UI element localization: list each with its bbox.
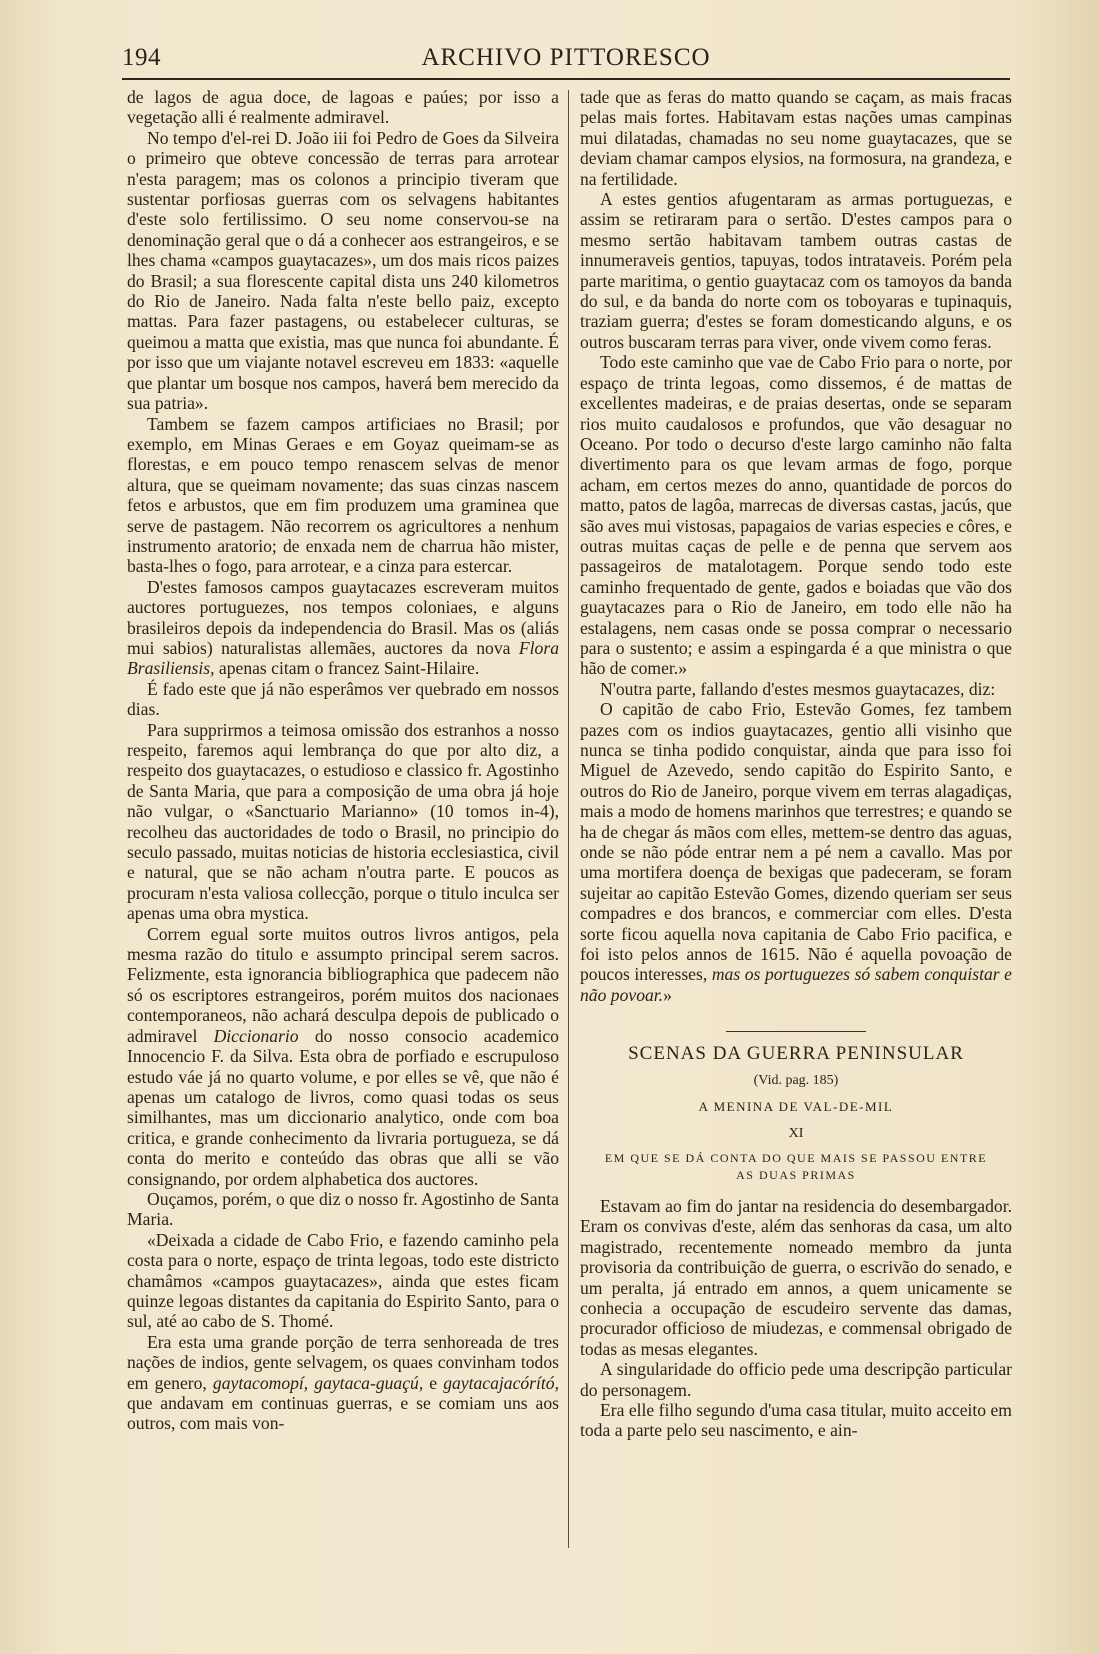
italic-title: Diccionario xyxy=(213,1025,299,1046)
paragraph: Era elle filho segundo d'uma casa titular, muito acceito em toda a parte pelo seu nascimento, e ain- xyxy=(580,1399,1012,1441)
text-run: do nosso consocio academico Innocencio F. da Silva. Esta obra de porfiado e escrupuloso estudo váe já no quarto volume, e por elles se vê, que não é apenas um catalogo de livros, como quasi todas os seus similhantes, mas um diccionario analytico, onde com boa critica, e grande conhecimento da livraria portugueza, se dá conta do merito e conteúdo das obras que alli se vão consignando, por ordem alphabetica dos auctores. xyxy=(127,1025,559,1189)
left-column xyxy=(127,87,559,1434)
header-rule xyxy=(122,78,1010,80)
italic-title: Flora Brasiliensis, xyxy=(127,637,559,679)
paragraph: É fado este que já não esperâmos ver quebrado em nossos dias. xyxy=(127,678,559,720)
text-run: » xyxy=(663,984,672,1005)
paragraph: de lagos de agua doce, de lagoas e paúes; por isso a vegetação alli é realmente admiravel. xyxy=(127,87,559,128)
page-number: 194 xyxy=(122,44,161,71)
paragraph: Ouçamos, porém, o que diz o nosso fr. Agostinho de Santa Maria. xyxy=(127,1188,559,1230)
right-column xyxy=(580,87,1012,1441)
section-title: SCENAS DA GUERRA PENINSULAR xyxy=(628,1043,964,1065)
text-run: O capitão de cabo Frio, Estevão Gomes, fez tambem pazes com os indios guaytacazes, gentio alli visinho que nunca se tinha podido conquistar, ainda que para isso foi Miguel de Azevedo, sendo capitão do Espirito Santo, e outros do Rio de Janeiro, porque vivem em terras alagadiças, mais a modo de homens marinhos que terrestres; e quando se ha de chegar ás mãos com elles, mettem-se dentro das aguas, onde se não póde entrar nem a pé nem a cavallo. Mas por uma mortifera doença de bexigas que padeceram, se foram sujeitar ao capitão Estevão Gomes, dizendo queriam ser seus compadres e dos brancos, e commerciar com elles. D'esta sorte ficou aquella nova capitania de Cabo Frio pacifica, e foi isto pelos annos de 1615. Não é aquella povoação de poucos interesses, xyxy=(580,699,1012,985)
column-divider xyxy=(568,90,569,1548)
text-run: que andavam em continuas guerras, e se comiam uns aos outros, com mais von- xyxy=(127,1393,559,1434)
paragraph: tade que as feras do matto quando se caçam, as mais fracas pelas mais fortes. Habitavam estas nações umas campinas mui dilatadas, chamadas no seu nome guaytacazes, que se deviam chamar campos elysios, na formosura, na grandeza, e na fertilidade. xyxy=(580,87,1012,189)
text-run: e xyxy=(423,1372,444,1393)
chapter-caption: EM QUE SE DÁ CONTA DO QUE MAIS SE PASSOU ENTRE AS DUAS PRIMAS xyxy=(604,1150,988,1182)
paragraph: No tempo d'el-rei D. João iii foi Pedro de Goes da Silveira o primeiro que obteve concessão de terras para arrotear n'esta paragem; mas os colonos a principio tiveram que sustentar porfiosas guerras com os selvagens habitantes d'este solo fertilissimo. O seu nome conservou-se na denominação geral que o dá a conhecer aos estrangeiros, e se lhes chama «campos guaytacazes», um dos mais ricos paizes do Brasil; a sua florescente capital dista uns 240 kilometros do Rio de Janeiro. Nada falta n'este bello paiz, excepto mattas. Para fazer pastagens, ou estabelecer culturas, se queimou a matta que existia, mas que nunca foi abundante. É por isso que um viajante notavel escreveu em 1833: «aquelle que plantar um bosque nos campos, haverá bem merecido da sua patria». xyxy=(127,127,559,414)
paragraph: Para supprirmos a teimosa omissão dos estranhos a nosso respeito, faremos aqui lembrança do que por alto diz, a respeito dos guaytacazes, o estudioso e classico fr. Agostinho de Santa Maria, que para a composição de uma obra já hoje não vulgar, o «Sanctuario Marianno» (10 tomos in-4), recolheu das auctoridades de todo o Brasil, no principio do seculo passado, muitas noticias de historia ecclesiastica, civil e natural, que se não acham n'outra parte. E poucos as procuram n'esta valiosa collecção, porque o titulo inculca ser apenas uma obra mystica. xyxy=(127,719,559,924)
text-run: Correm egual sorte muitos outros livros antigos, pela mesma razão do titulo e assumpto principal serem sacros. Felizmente, esta ignorancia bibliographica que padecem não só os escriptores estrangeiros, porém muitos dos nacionaes contemporaneos, não achará desculpa depois de publicado o admiravel xyxy=(127,923,559,1046)
paragraph: Todo este caminho que vae de Cabo Frio para o norte, por espaço de trinta legoas, como dissemos, é de mattas de excellentes madeiras, e de praias desertas, onde se separam rios muito caudalosos e profundos, que vão desaguar no Oceano. Por todo o decurso d'este largo caminho não falta divertimento para os que levam armas de fogo, porque acham, em certos mezes do anno, quantidade de porcos do matto, patos de lagôa, marrecas de diversas castas, jacús, que são aves mui vistosas, papagaios de varias especies e côres, e outras muitas caças de pelle e de penna que servem aos passageiros de matalotagem. Porque sendo todo este caminho frequentado de gente, gados e boiadas que vão dos guaytacazes para o Rio de Janeiro, em todo elle não ha estalagens, nem casas onde se possa comprar o necessario para o sustento; e assim a espingarda é a que ministra o que hão de comer.» xyxy=(580,352,1012,679)
section-divider xyxy=(726,1031,866,1032)
section-subtitle: A MENINA DE VAL-DE-MIL xyxy=(698,1099,894,1115)
paragraph: Tambem se fazem campos artificiaes no Brasil; por exemplo, em Minas Geraes e em Goyaz queimam-se as florestas, e em pouco tempo renascem selvas de menor altura, que se queimam novamente; das suas cinzas nascem fetos e arbustos, que em fim produzem uma graminea que serve de pastagem. Não recorrem os agricultores a nenhum instrumento aratorio; de enxada nem de charrua hão mister, basta-lhes o fogo, para arrotear, e a cinza para estercar. xyxy=(127,413,559,577)
text-run: Era esta uma grande porção de terra senhoreada de tres nações de indios, gente selvagem, os quaes convinham todos em genero, xyxy=(127,1331,559,1393)
paragraph xyxy=(127,924,559,1189)
text-run: apenas citam o francez Saint-Hilaire. xyxy=(214,658,480,679)
paragraph xyxy=(580,699,1012,1005)
paragraph: A estes gentios afugentaram as armas portuguezas, e assim se retiraram para o sertão. D'estes campos para o mesmo sertão habitavam tambem outras castas de innumeraveis gentios, tapuyas, todos intrataveis. Porém pela parte maritima, o gentio guaytacaz com os tamoyos da banda do sul, e da banda do norte com os toboyaras e tupinaquis, traziam guerra; d'estes se foram domesticando alguns, e os outros buscaram terras para viver, onde vivem como feras. xyxy=(580,189,1012,352)
section-reference: (Vid. pag. 185) xyxy=(753,1072,839,1088)
chapter-number: XI xyxy=(788,1125,804,1141)
italic-term: gaytacomopí, gaytaca-guaçú, xyxy=(212,1372,424,1393)
paragraph xyxy=(127,577,559,679)
italic-term: gaytacajacórító, xyxy=(443,1372,560,1393)
paragraph: N'outra parte, fallando d'estes mesmos guaytacazes, diz: xyxy=(600,678,996,699)
paragraph: «Deixada a cidade de Cabo Frio, e fazendo caminho pela costa para o norte, espaço de trinta legoas, todo este districto chamâmos «campos guaytacazes», ainda que estes ficam quinze legoas distantes da capitania do Espirito Santo, para o sul, até ao cabo de S. Thomé. xyxy=(127,1229,559,1332)
running-title: ARCHIVO PITTORESCO xyxy=(421,44,711,71)
italic-quote: mas os portuguezes só sabem conquistar e não povoar. xyxy=(580,964,1012,1005)
page-header xyxy=(122,44,1010,78)
paragraph: Estavam ao fim do jantar na residencia do desembargador. Eram os convivas d'este, além das senhoras da casa, um alto magistrado, recentemente nomeado membro da junta provisoria da contribuição de guerra, o escrivão do senado, e um peralta, já entrado em annos, a quem unicamente se conhecia a occupação de escudeiro servente das damas, procurador officioso de miudezas, e commensal obrigado de todas as mesas elegantes. xyxy=(580,1195,1012,1359)
paragraph: A singularidade do officio pede uma descripção particular do personagem. xyxy=(580,1359,1012,1400)
paragraph xyxy=(127,1332,559,1434)
text-run: D'estes famosos campos guaytacazes escreveram muitos auctores portuguezes, nos tempos coloniaes, e alguns brasileiros depois da independencia do Brasil. Mas os (aliás mui sabios) naturalistas allemães, auctores da nova xyxy=(127,576,559,658)
